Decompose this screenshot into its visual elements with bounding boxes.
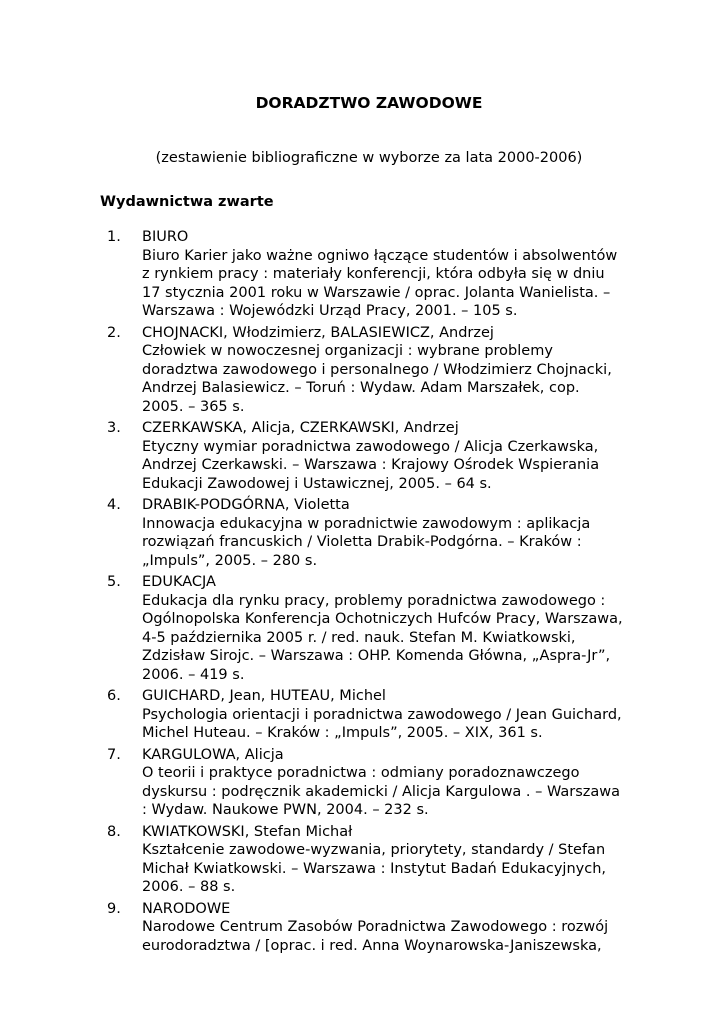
bibliography-entry [0,324,724,417]
bibliography-entry [0,419,724,493]
entry-heading: KARGULOWA, Alicja [142,746,284,763]
entry-text [142,496,642,570]
entry-line: 4-5 października 2005 r. / red. nauk. Stefan M. Kwiatkowski, [142,629,576,646]
entry-line: Narodowe Centrum Zasobów Poradnictwa Zawodowego : rozwój [142,919,609,935]
entry-line: Innowacja edukacyjna w poradnictwie zawodowym : aplikacja [142,515,591,532]
entry-line: Michel Huteau. – Kraków : „Impuls”, 2005. – XIX, 361 s. [142,725,543,741]
entry-heading: DRABIK-PODGÓRNA, Violetta [142,497,350,513]
entry-heading: KWIATKOWSKI, Stefan Michał [142,823,353,840]
bibliography-entry [0,900,724,956]
entry-line: dyskursu : podręcznik akademicki / Alicja Kargulowa . – Warszawa [142,783,621,800]
bibliography-entry [0,228,724,321]
entry-line: Edukacji Zawodowej i Ustawicznej, 2005. – 64 s. [142,475,492,492]
entry-text [142,900,642,956]
entry-line: Andrzej Czerkawski. – Warszawa : Krajowy Ośrodek Wspierania [142,457,600,473]
entry-line: „Impuls”, 2005. – 280 s. [142,552,318,569]
entry-number: 2. [107,324,121,341]
entry-number: 1. [107,229,121,245]
entry-text [142,228,642,321]
entry-text [142,419,642,493]
entry-heading: NARODOWE [142,900,231,917]
bibliography-entry [0,823,724,897]
entry-line: Psychologia orientacji i poradnictwa zawodowego / Jean Guichard, [142,706,622,723]
entry-text [142,746,642,820]
entry-heading: GUICHARD, Jean, HUTEAU, Michel [142,688,386,704]
entry-line: Człowiek w nowoczesnej organizacji : wybrane problemy [142,343,553,359]
entry-line: Biuro Karier jako ważne ogniwo łączące studentów i absolwentów [142,247,618,264]
entry-number: 6. [107,688,121,704]
entry-number: 9. [107,900,121,917]
entry-line: Ogólnopolska Konferencja Ochotniczych Hufców Pracy, Warszawa, [142,611,623,627]
entry-line: 2006. – 419 s. [142,666,245,683]
document-title: DORADZTWO ZAWODOWE [255,94,483,112]
entry-number: 4. [107,497,121,513]
entry-line: doradztwa zawodowego i personalnego / Włodzimierz Chojnacki, [142,361,612,378]
entry-text [142,324,642,417]
entry-text [142,687,642,743]
bibliography-entry [0,496,724,570]
entry-line: 2006. – 88 s. [142,879,236,895]
bibliography-entry [0,687,724,743]
entry-text [142,823,642,897]
entry-number: 7. [107,746,121,763]
entry-number: 5. [107,574,121,590]
entry-line: Etyczny wymiar poradnictwa zawodowego / Alicja Czerkawska, [142,438,599,455]
entry-line: 17 stycznia 2001 roku w Warszawie / oprac. Jolanta Wanielista. – [142,284,611,301]
entry-line: eurodoradztwa / [oprac. i red. Anna Woynarowska-Janiszewska, [142,937,602,954]
entry-heading: CHOJNACKI, Włodzimierz, BALASIEWICZ, Andrzej [142,324,494,341]
entry-line: rozwiązań francuskich / Violetta Drabik-Podgórna. – Kraków : [142,534,582,550]
entry-line: Michał Kwiatkowski. – Warszawa : Instytut Badań Edukacyjnych, [142,860,606,877]
entry-heading: CZERKAWSKA, Alicja, CZERKAWSKI, Andrzej [142,420,459,436]
section-heading: Wydawnictwa zwarte [100,194,274,210]
entry-number: 3. [107,420,121,436]
bibliography-entry [0,573,724,684]
entry-line: Warszawa : Wojewódzki Urząd Pracy, 2001. – 105 s. [142,303,518,319]
entry-text [142,573,642,684]
entry-line: O teorii i praktyce poradnictwa : odmiany poradoznawczego [142,765,580,781]
bibliography-entry [0,746,724,820]
entry-heading: EDUKACJA [142,574,216,590]
entry-number: 8. [107,823,121,840]
entry-line: Edukacja dla rynku pracy, problemy poradnictwa zawodowego : [142,592,606,609]
bibliography-list [0,228,724,958]
entry-line: 2005. – 365 s. [142,398,245,415]
entry-line: Zdzisław Sirojc. – Warszawa : OHP. Komenda Główna, „Aspra-Jr”, [142,648,611,664]
document-subtitle: (zestawienie bibliograficzne w wyborze za lata 2000-2006) [155,150,583,166]
entry-line: : Wydaw. Naukowe PWN, 2004. – 232 s. [142,802,429,818]
entry-heading: BIURO [142,229,189,245]
entry-line: z rynkiem pracy : materiały konferencji, która odbyła się w dniu [142,266,605,282]
entry-line: Andrzej Balasiewicz. – Toruń : Wydaw. Adam Marszałek, cop. [142,380,580,396]
entry-line: Kształcenie zawodowe-wyzwania, priorytety, standardy / Stefan [142,842,606,858]
